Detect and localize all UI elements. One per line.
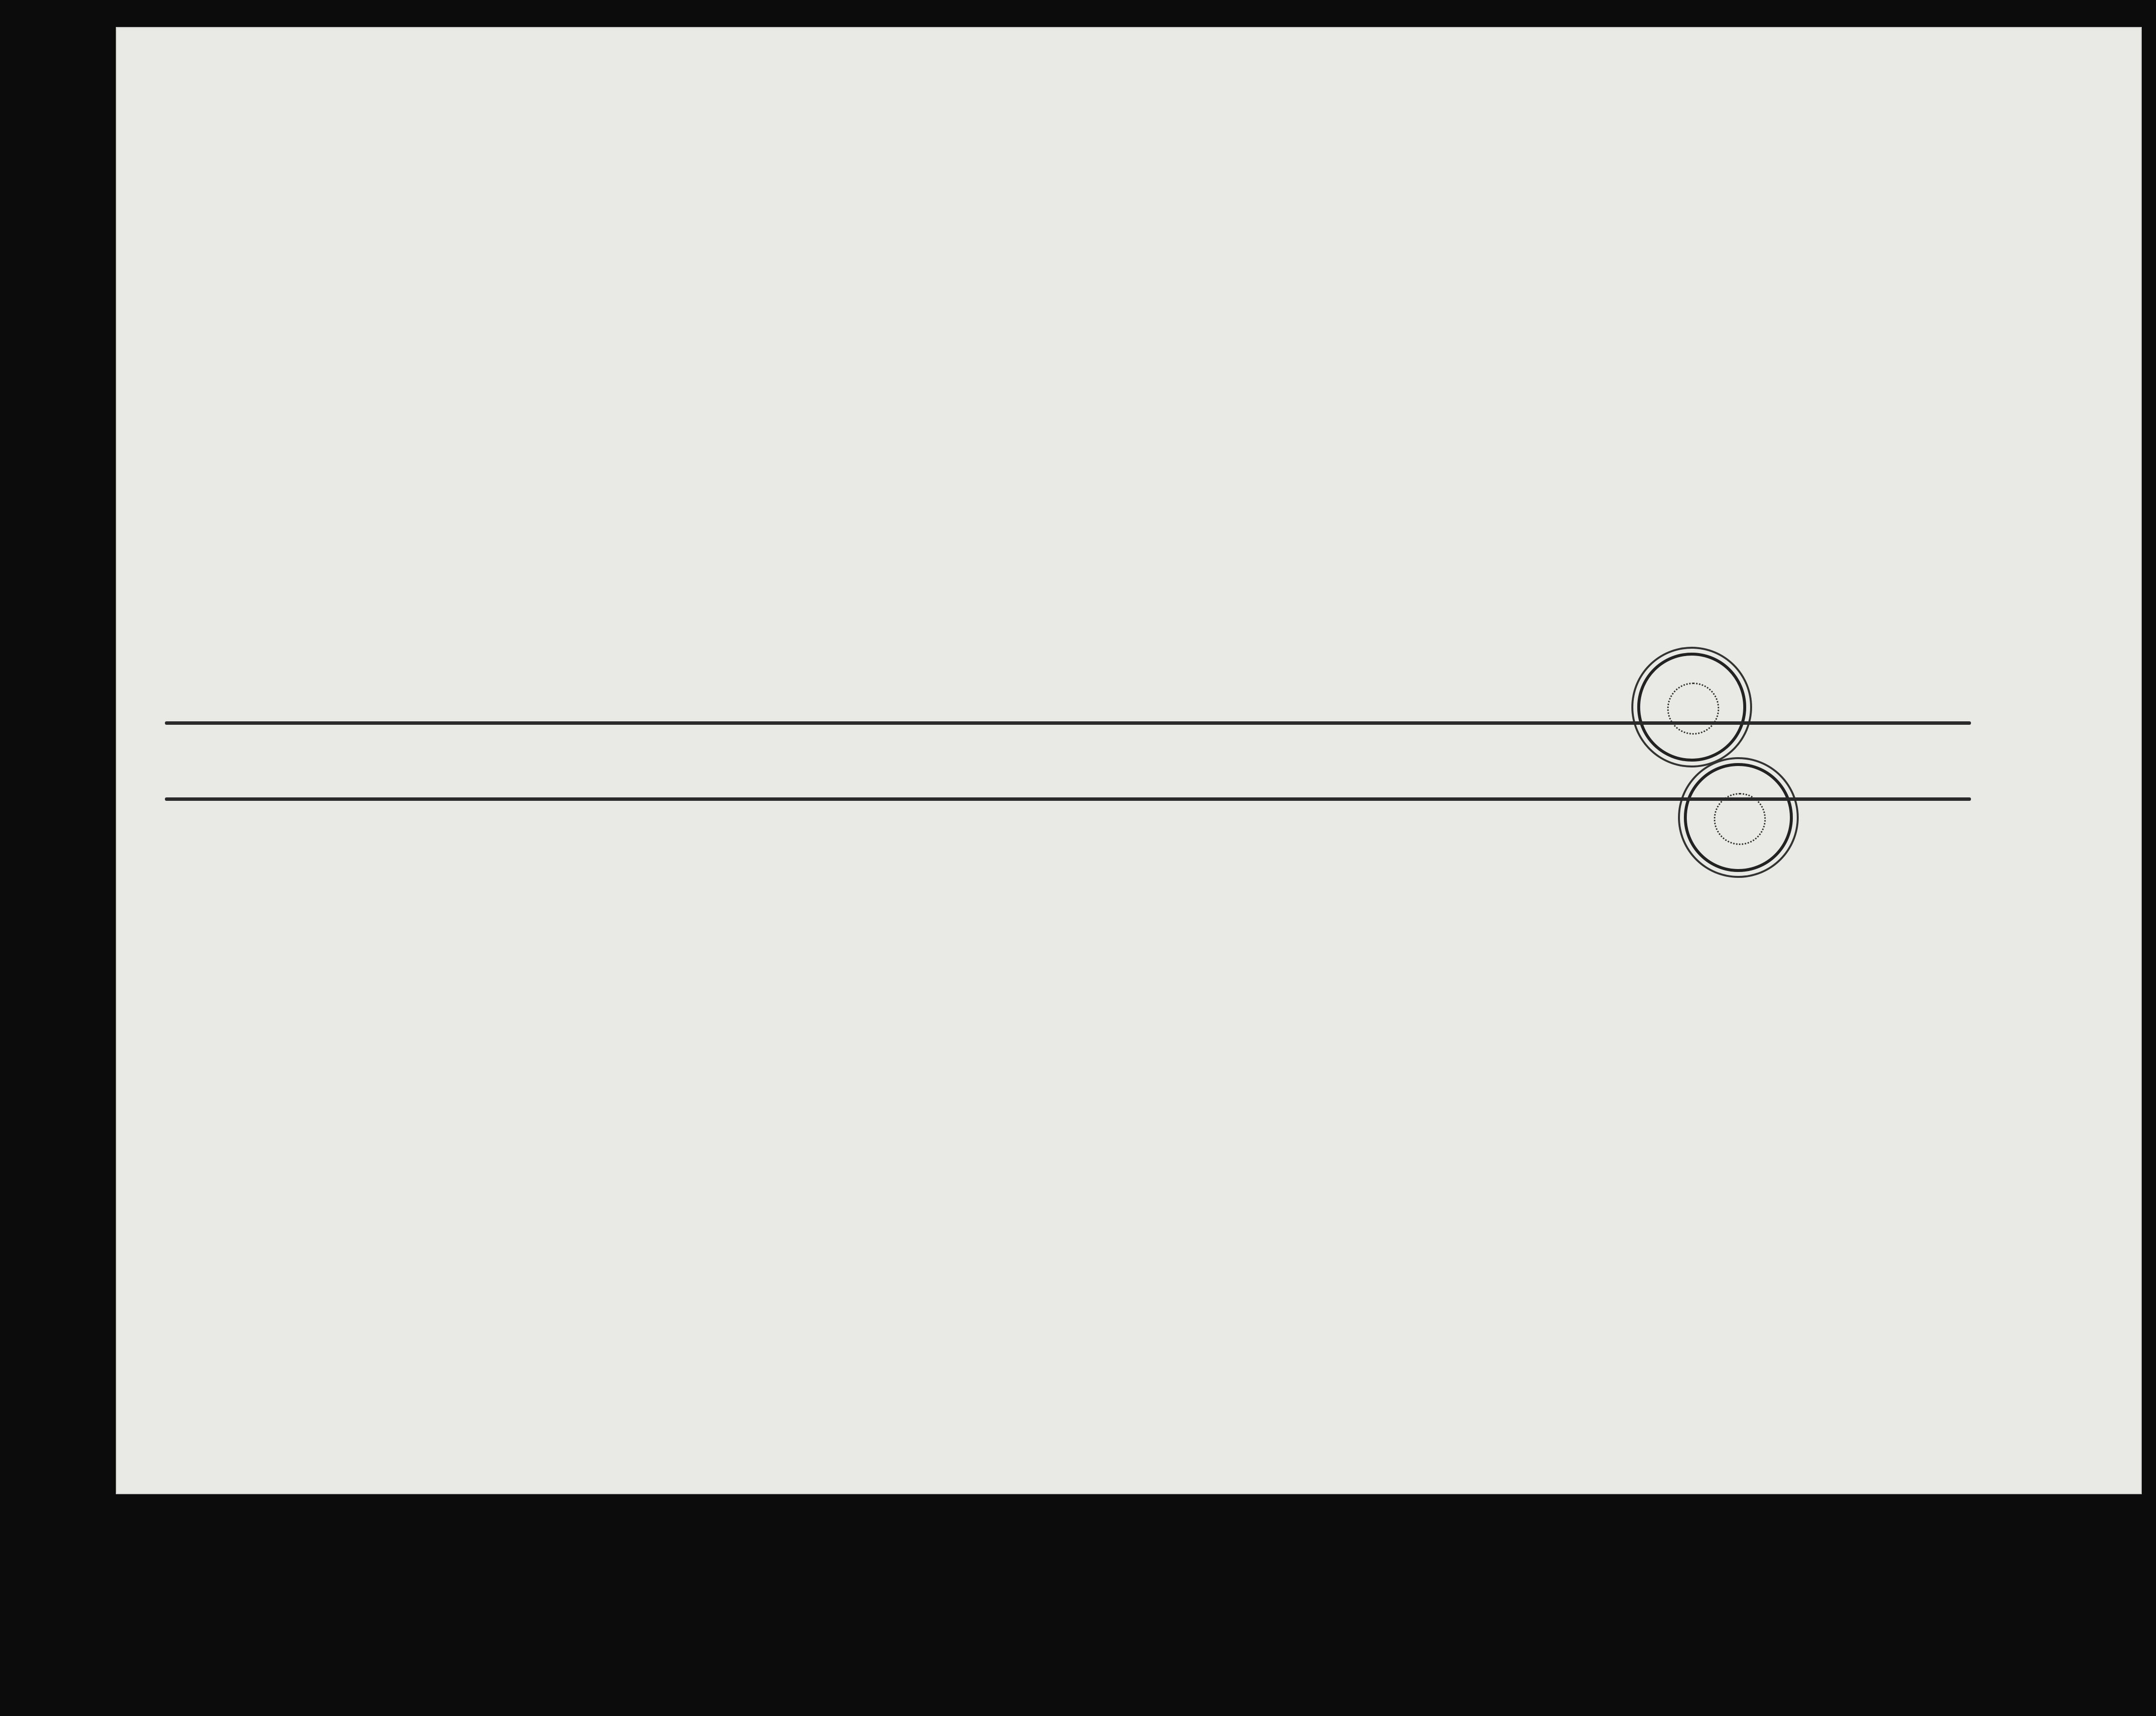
header-col-14 xyxy=(1443,218,1490,228)
consulate-stamp-2 xyxy=(1684,763,1793,872)
consulate-stamp-1 xyxy=(1637,653,1746,762)
header-col-13 xyxy=(1394,218,1443,228)
header-col-10 xyxy=(1173,218,1227,228)
header-col-9 xyxy=(1124,218,1173,228)
header-col-5 xyxy=(732,218,835,228)
header-col-12 xyxy=(1306,218,1394,228)
manifest-sheet xyxy=(116,27,2142,1494)
header-col-3 xyxy=(307,218,656,228)
strike-row-12 xyxy=(165,721,1971,725)
strike-row-14 xyxy=(165,797,1971,801)
table-grid xyxy=(116,27,2142,1494)
header-col-11 xyxy=(1227,218,1306,228)
